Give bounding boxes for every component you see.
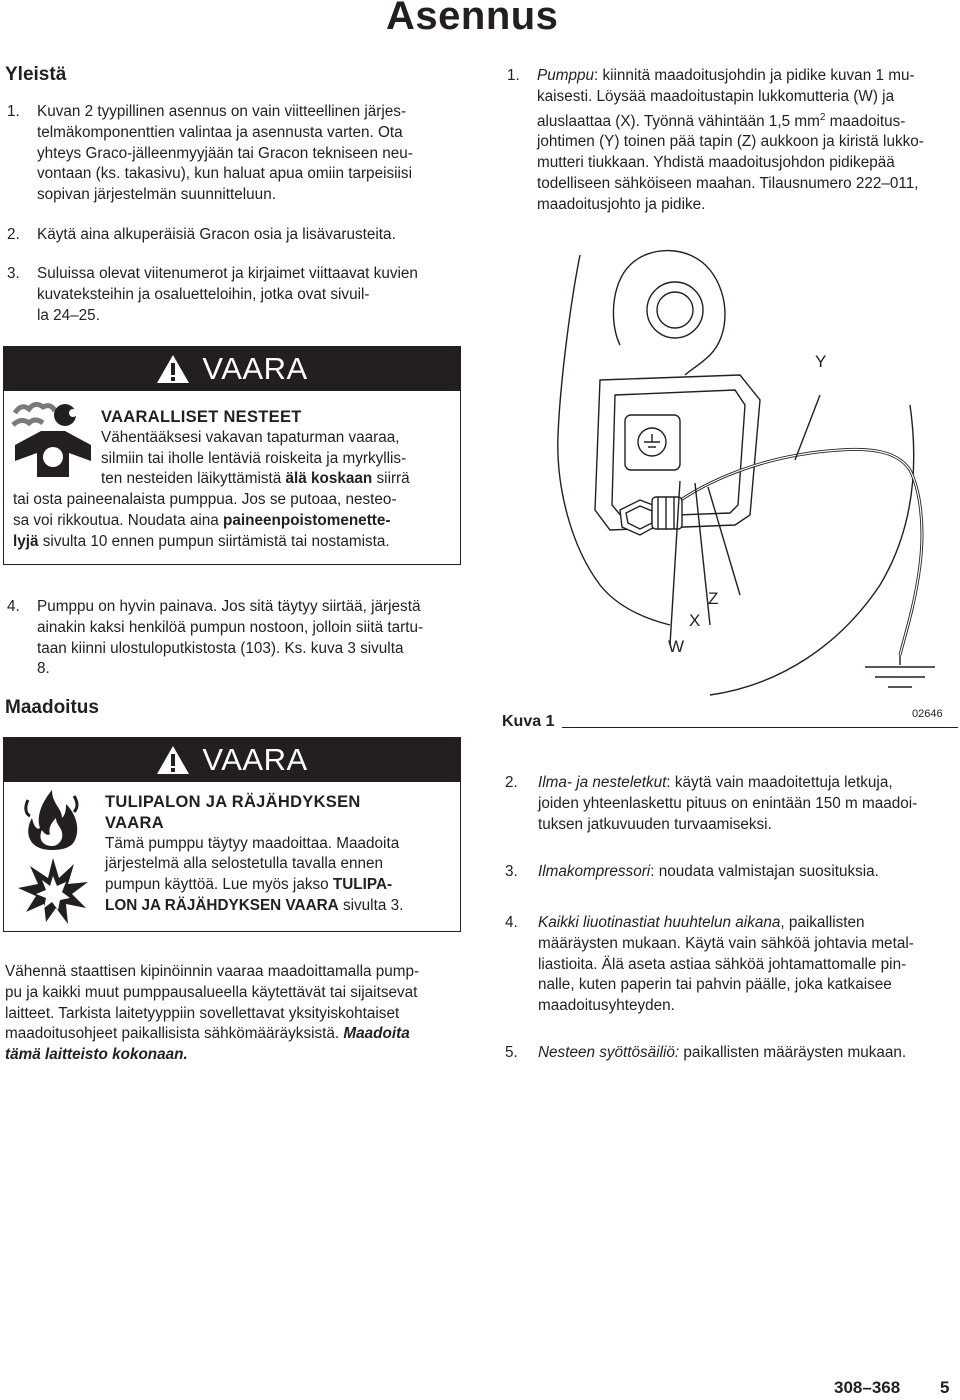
page-title: Asennus [386,0,559,38]
section-heading-maadoitus: Maadoitus [5,697,99,718]
text-span: maadoitusohjeet paikallisista sähkömääräyksistä. [5,1025,344,1043]
text-line: määräysten mukaan. Käytä vain sähköä johtavia metal- [538,934,914,952]
text-line: 8. [37,660,50,678]
section-heading-yleista: Yleistä [5,64,67,85]
list-number: 3. [505,863,518,880]
list-item [7,102,457,206]
doc-number: 308–368 [834,1378,901,1397]
text-span-bold: paineenpoistomenette- [223,511,391,529]
text-span: : käytä vain maadoitettuja letkuja, [666,774,893,791]
text-span: aluslaattaa (X). Työnnä vähintään 1,5 mm [537,112,820,130]
figure-label-x: X [689,611,701,630]
list-item [505,862,957,883]
text-span-italic: Nesteen syöttösäiliö: [538,1044,680,1061]
warning-header [4,347,460,391]
list-number: 4. [505,914,518,931]
text-span-italic: Kaikki liuotinastiat huuhtelun aikana [538,914,781,931]
text-span: sivulta 3. [338,896,404,914]
text-span-bold: TULIPA- [332,876,393,894]
text-line: Suluissa olevat viitenumerot ja kirjaimet viittaavat kuvien [37,265,418,282]
text-span-italic: Ilmakompressori [538,863,651,880]
warning-box-hazardous-fluids [3,346,461,565]
text-line: mutteri tiukkaan. Yhdistä maadoitusjohdon pidikepää [537,154,895,172]
warning-title: VAARALLISET NESTEET [101,408,302,426]
warning-triangle-icon [156,745,190,775]
list-number: 3. [7,265,20,282]
text-span-italic: Ilma- ja nesteletkut [538,774,667,791]
text-span-bold-italic: Maadoita [343,1025,410,1043]
warning-title: TULIPALON JA RÄJÄHDYKSEN [105,793,361,811]
text-span: sa voi rikkoutua. Noudata aina [13,511,224,529]
list-number: 2. [7,226,20,243]
text-line: vontaan (ks. takasivu), kun haluat apua omiin tarpeisiisi [37,165,412,183]
grounding-paragraph [5,962,460,1066]
list-item [505,913,957,1017]
toxic-fumes-icon [9,399,97,477]
list-item [7,264,457,326]
figure-caption: Kuva 1 [502,713,555,730]
list-number: 2. [505,774,518,791]
text-line: taan kiinni ulostuloputkistosta (103). Ks. kuva 3 sivulta [37,639,404,657]
text-line: telmäkomponenttien valintaa ja asennusta varten. Ota [37,123,403,141]
list-number: 5. [505,1044,518,1061]
warning-signal-word: VAARA [202,742,308,777]
text-line: ainakin kaksi henkilöä pumpun nostoon, jolloin siitä tartu- [37,618,424,636]
warning-title: VAARA [105,813,164,832]
fire-icon [22,788,84,852]
list-item [505,773,957,835]
text-line: liastioita. Älä aseta astiaa sähköä johtamattomalle pin- [538,955,907,973]
text-span: pumpun käyttöä. Lue myös jakso [105,876,333,894]
text-line: Vähennä staattisen kipinöinnin vaaraa maadoittamalla pump- [5,963,420,980]
list-item [507,66,957,216]
text-line: la 24–25. [37,306,100,324]
caption-rule [562,727,958,728]
text-line: maadoitusyhteyden. [538,997,675,1015]
figure-label-w: W [668,637,685,656]
text-line: laitteet. Tarkista laitetyyppiin sovellettavat yksityiskohtaiset [5,1004,400,1022]
text-line: Pumppu on hyvin painava. Jos sitä täytyy siirtää, järjestä [37,598,421,615]
text-line: tuksen jatkuvuuden turvaamiseksi. [538,815,772,833]
text-line: todelliseen sähköiseen maahan. Tilausnumero 222–011, [537,175,919,193]
text-line: järjestelmä alla selostetulla tavalla ennen [105,855,384,873]
text-span: : noudata valmistajan suosituksia. [650,863,879,880]
superscript: 2 [819,111,826,123]
text-line: kuvateksteihin ja osaluetteloihin, jotka ovat sivuil- [37,285,370,303]
figure-label-z: Z [708,589,719,608]
text-line: Tämä pumppu täytyy maadoittaa. Maadoita [105,834,400,852]
explosion-icon [18,858,88,924]
text-span-bold: LON JA RÄJÄHDYKSEN VAARA [105,896,339,914]
text-span: maadoitus- [825,112,906,130]
text-line: maadoitusjohto ja pidike. [537,195,706,213]
list-number: 4. [7,598,20,615]
text-span-bold: älä koskaan [285,470,373,488]
text-line: Käytä aina alkuperäisiä Gracon osia ja lisävarusteita. [37,226,396,243]
list-item [505,1043,957,1064]
text-span-bold: lyjä [13,532,39,550]
list-item [7,225,457,246]
text-span: sivulta 10 ennen pumpun siirtämistä tai nostamista. [38,532,390,550]
text-span: ten nesteiden läikyttämistä [101,470,286,488]
text-line: kaisesti. Löysää maadoitustapin lukkomutteria (W) ja [537,87,895,105]
list-item [7,597,457,680]
text-span: paikallisten määräysten mukaan. [679,1044,907,1061]
text-line: sopivan järjestelmän suunnitteluun. [37,186,276,204]
grounding-figure-illustration [540,225,960,705]
list-number: 1. [7,103,20,120]
text-line: joiden yhteenlaskettu pituus on enintään 150 m maadoi- [538,794,918,812]
text-line: pu ja kaikki muut pumppausalueella käytettävät tai sijaitsevat [5,983,418,1001]
text-line: tai osta paineenalaista pumppua. Jos se putoaa, nesteo- [13,491,397,508]
text-line: nalle, kuten paperin tai pahvin päälle, joka katkaisee [538,976,892,994]
text-line: silmiin tai iholle lentäviä roiskeita ja myrkyllis- [101,449,407,467]
text-span-italic: Pumppu [537,67,594,84]
text-line: Kuvan 2 tyypillinen asennus on vain viitteellinen järjes- [37,103,407,120]
warning-box-fire-explosion [3,737,461,932]
list-number: 1. [507,67,520,84]
text-span: : kiinnitä maadoitusjohdin ja pidike kuvan 1 mu- [593,67,915,84]
text-line: yhteys Graco-jälleenmyyjään tai Gracon tekniseen neu- [37,144,413,162]
figure-code: 02646 [912,708,943,720]
warning-triangle-icon [156,354,190,384]
text-span: siirrä [372,470,410,488]
text-line: johtimen (Y) toinen pää tapin (Z) aukkoon ja kiristä lukko- [537,133,924,151]
text-line-bold-italic: tämä laitteisto kokonaan. [5,1046,188,1064]
figure-label-y: Y [815,352,827,371]
warning-signal-word: VAARA [202,351,308,386]
warning-header [4,738,460,782]
page-number: 5 [940,1378,950,1397]
text-line: Vähentääksesi vakavan tapaturman vaaraa, [101,428,400,446]
text-span: , paikallisten [780,914,865,931]
